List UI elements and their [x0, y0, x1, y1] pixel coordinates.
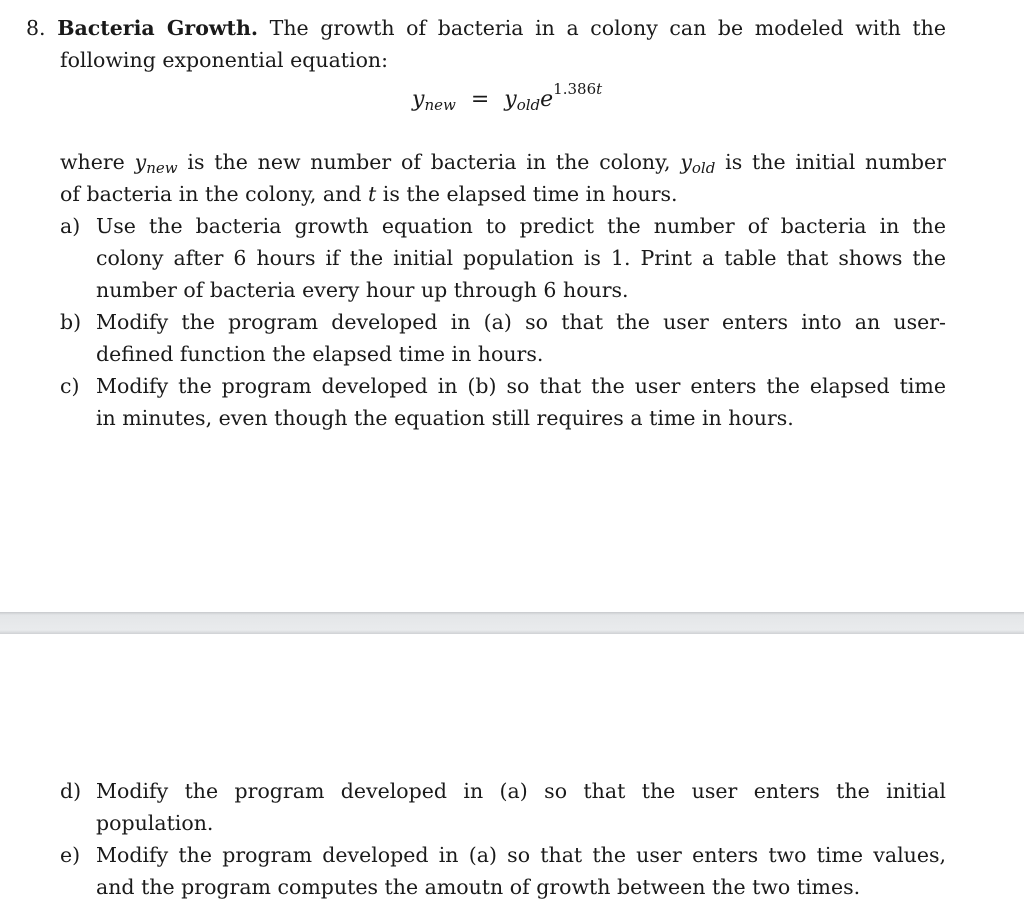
- var-y-new: [134, 150, 178, 177]
- part-c-label: c): [60, 374, 80, 398]
- eq-exponent-num: 1.386: [553, 80, 597, 98]
- growth-equation: [412, 82, 602, 119]
- eq-exponent-var: t: [596, 80, 603, 98]
- var-y-old-sub: old: [691, 159, 716, 177]
- part-e-line2: and the program computes the amoutn of growth between the two times.: [96, 875, 861, 899]
- part-e-label: e): [60, 843, 81, 867]
- eq-equals: =: [470, 87, 490, 112]
- part-a-line3: number of bacteria every hour up through 6 hours.: [96, 278, 629, 302]
- part-c-line1: Modify the program developed in (b) so that the user enters the elapsed time: [96, 374, 946, 398]
- problem-number: 8.: [26, 16, 46, 40]
- eq-exponent: [553, 80, 602, 98]
- var-y-old-base: y: [680, 150, 692, 174]
- page-separator: [0, 612, 1024, 634]
- part-c-line2: in minutes, even though the equation still requires a time in hours.: [96, 406, 794, 430]
- part-a-line1: Use the bacteria growth equation to predict the number of bacteria in the: [96, 214, 946, 238]
- problem-heading-line: [26, 12, 946, 44]
- var-y-new-sub: new: [146, 159, 178, 177]
- where-line1: [60, 146, 946, 180]
- where-text1: where: [60, 150, 125, 174]
- where-text4: of bacteria in the colony, and: [60, 182, 362, 206]
- var-y-old: [680, 150, 716, 177]
- eq-rhs-var: y: [504, 87, 517, 112]
- part-b-line2: defined function the elapsed time in hours.: [96, 342, 544, 366]
- document-page-2: [0, 634, 1024, 923]
- part-a-line2: colony after 6 hours if the initial population is 1. Print a table that shows the: [96, 246, 946, 270]
- part-b-label: b): [60, 310, 82, 334]
- part-a-label: a): [60, 214, 81, 238]
- part-d-label: d): [60, 779, 82, 803]
- problem-intro-line2: following exponential equation:: [60, 48, 389, 72]
- part-d-line1: Modify the program developed in (a) so that the user enters the initial: [96, 779, 946, 803]
- eq-lhs-var: y: [412, 87, 425, 112]
- eq-lhs-sub: new: [424, 96, 456, 114]
- eq-base: e: [540, 87, 554, 112]
- where-text2: is the new number of bacteria in the colony,: [187, 150, 671, 174]
- part-d-line2: population.: [96, 811, 214, 835]
- problem-title: Bacteria Growth.: [57, 16, 259, 40]
- part-e-line1: Modify the program developed in (a) so that the user enters two time values,: [96, 843, 946, 867]
- eq-rhs-sub: old: [516, 96, 541, 114]
- where-line2: [60, 178, 678, 210]
- var-t: t: [368, 182, 377, 206]
- var-y-new-base: y: [134, 150, 147, 174]
- where-text3: is the initial number: [725, 150, 946, 174]
- where-text5: is the elapsed time in hours.: [382, 182, 678, 206]
- problem-intro-line1: The growth of bacteria in a colony can be modeled with the: [269, 16, 946, 40]
- part-b-line1: Modify the program developed in (a) so that the user enters into an user-: [96, 310, 946, 334]
